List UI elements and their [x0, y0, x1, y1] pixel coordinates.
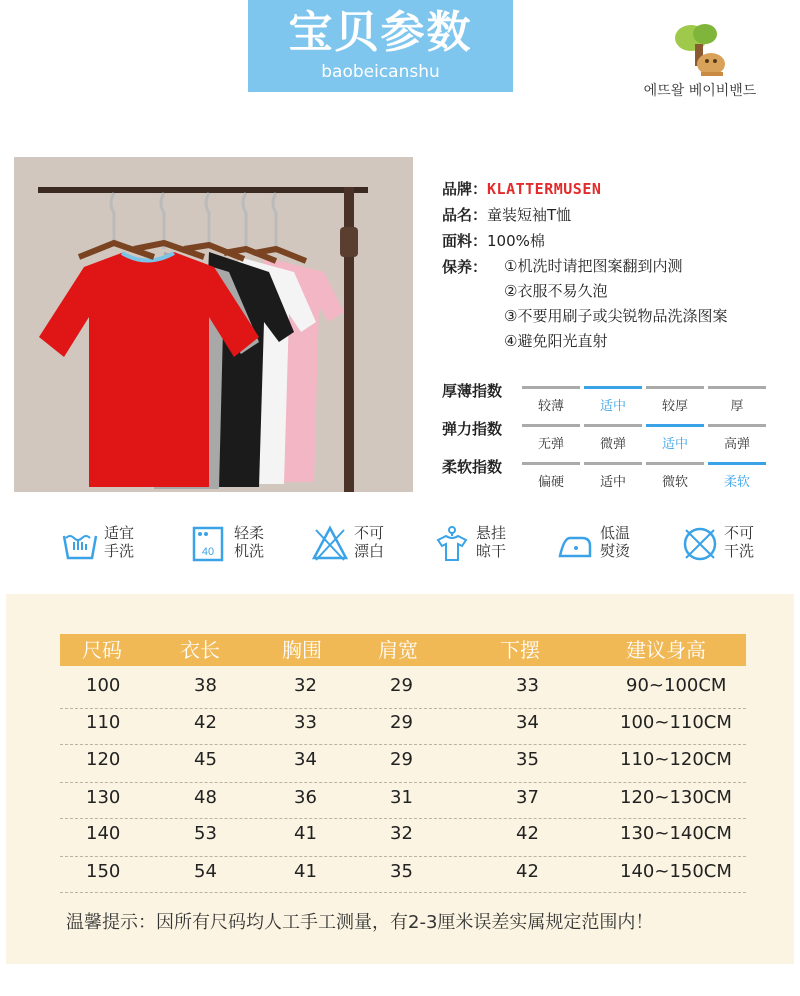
table-cell: 29	[390, 675, 413, 696]
elasticity-index-label: 弹力指数	[442, 420, 503, 438]
header-chest: 胸围	[282, 638, 322, 662]
index-option-label: 厚	[730, 399, 744, 414]
hang-dry-icon	[432, 524, 472, 564]
name-value: 童装短袖T恤	[487, 206, 572, 224]
table-cell: 33	[294, 712, 317, 733]
index-option	[646, 386, 704, 414]
table-row	[60, 710, 746, 740]
table-cell: 32	[390, 823, 413, 844]
row-divider	[60, 856, 746, 857]
table-cell: 42	[516, 861, 539, 882]
index-option-label: 较薄	[537, 399, 564, 414]
index-option-label: 微软	[661, 475, 688, 490]
name-label: 品名：	[442, 206, 488, 224]
row-divider	[60, 708, 746, 709]
index-option	[584, 462, 642, 490]
care-item: ②衣服不易久泡	[504, 282, 608, 300]
care-icon-text: 轻柔 机洗	[234, 524, 265, 560]
banner-title: 宝贝参数	[288, 7, 473, 58]
table-cell: 45	[194, 749, 217, 770]
row-divider	[60, 892, 746, 893]
brand-logo	[620, 20, 780, 102]
table-cell: 90~100CM	[626, 675, 727, 696]
care-icons-row	[60, 522, 780, 566]
index-option	[708, 424, 766, 452]
index-option-label: 适中	[599, 399, 626, 414]
index-option-active	[584, 386, 642, 414]
size-note: 温馨提示：因所有尺码均人工手工测量，有2-3厘米误差实属规定范围内！	[66, 912, 654, 933]
tree-logo-icon	[665, 20, 735, 78]
care-label: 保养：	[442, 258, 488, 276]
table-cell: 31	[390, 787, 413, 808]
brand-row	[442, 176, 792, 202]
wash-temperature: 40	[201, 546, 215, 558]
table-cell: 54	[194, 861, 217, 882]
machine-wash-icon	[190, 524, 230, 564]
table-cell: 140~150CM	[620, 861, 732, 882]
size-panel	[6, 594, 794, 964]
row-divider	[60, 818, 746, 819]
index-option	[522, 424, 580, 452]
header-shoulder: 肩宽	[378, 638, 418, 662]
index-option-label: 微弹	[599, 437, 626, 452]
table-cell: 32	[294, 675, 317, 696]
table-cell: 130~140CM	[620, 823, 732, 844]
softness-index	[442, 456, 772, 494]
table-cell: 29	[390, 712, 413, 733]
size-table-header	[60, 634, 746, 666]
fabric-row	[442, 228, 792, 254]
table-cell: 140	[86, 823, 121, 844]
table-cell: 34	[516, 712, 539, 733]
table-cell: 34	[294, 749, 317, 770]
hand-wash-icon	[60, 524, 100, 564]
no-dry-clean-icon	[680, 524, 720, 564]
table-cell: 120	[86, 749, 121, 770]
table-cell: 36	[294, 787, 317, 808]
fabric-value: 100%棉	[487, 232, 545, 250]
table-cell: 110	[86, 712, 121, 733]
table-cell: 35	[516, 749, 539, 770]
table-cell: 41	[294, 861, 317, 882]
index-option-label: 较厚	[661, 399, 688, 414]
header-size: 尺码	[82, 638, 122, 662]
no-bleach-icon	[310, 524, 350, 564]
index-option-label: 无弹	[537, 437, 564, 452]
row-divider	[60, 782, 746, 783]
header-hem: 下摆	[500, 638, 540, 662]
header-length: 衣长	[180, 638, 220, 662]
logo-text: 에뜨왈 베이비밴드	[643, 83, 757, 99]
brand-value: KLATTERMUSEN	[487, 180, 602, 198]
row-divider	[60, 744, 746, 745]
table-cell: 37	[516, 787, 539, 808]
index-option-label: 高弹	[723, 437, 750, 452]
table-cell: 150	[86, 861, 121, 882]
table-cell: 110~120CM	[620, 749, 732, 770]
index-option	[584, 424, 642, 452]
care-list	[504, 254, 792, 354]
product-attributes	[442, 176, 792, 354]
table-cell: 29	[390, 749, 413, 770]
brand-label: 品牌：	[442, 180, 488, 198]
table-row	[60, 673, 746, 703]
care-icon-text: 不可 漂白	[354, 524, 385, 560]
thickness-index-label: 厚薄指数	[442, 382, 503, 400]
table-row	[60, 785, 746, 815]
table-cell: 53	[194, 823, 217, 844]
low-iron-icon	[556, 524, 596, 564]
table-cell: 48	[194, 787, 217, 808]
care-item: ④避免阳光直射	[504, 332, 608, 350]
name-row	[442, 202, 792, 228]
care-icon-text: 悬挂 晾干	[476, 524, 507, 560]
index-option	[708, 386, 766, 414]
table-row	[60, 747, 746, 777]
thickness-index	[442, 380, 772, 418]
index-option-active	[646, 424, 704, 452]
index-option	[646, 462, 704, 490]
table-cell: 42	[194, 712, 217, 733]
softness-index-label: 柔软指数	[442, 458, 503, 476]
table-cell: 100	[86, 675, 121, 696]
header-height: 建议身高	[626, 638, 706, 662]
table-cell: 38	[194, 675, 217, 696]
index-option-label: 柔软	[723, 475, 750, 490]
product-photo	[14, 157, 413, 492]
index-option	[522, 462, 580, 490]
table-cell: 120~130CM	[620, 787, 732, 808]
care-item: ③不要用刷子或尖锐物品洗涤图案	[504, 307, 728, 325]
index-option-label: 适中	[599, 475, 626, 490]
care-icon-text: 不可 干洗	[724, 524, 755, 560]
fabric-label: 面料：	[442, 232, 488, 250]
elasticity-index	[442, 418, 772, 456]
care-item: ①机洗时请把图案翻到内测	[504, 257, 683, 275]
table-cell: 41	[294, 823, 317, 844]
table-cell: 33	[516, 675, 539, 696]
table-cell: 42	[516, 823, 539, 844]
index-option-label: 偏硬	[537, 475, 564, 490]
table-cell: 35	[390, 861, 413, 882]
table-cell: 100~110CM	[620, 712, 732, 733]
care-icon-text: 低温 熨烫	[600, 524, 631, 560]
table-cell: 130	[86, 787, 121, 808]
table-row	[60, 821, 746, 851]
index-option-label: 适中	[661, 437, 688, 452]
table-row	[60, 859, 746, 889]
title-banner	[248, 0, 513, 92]
index-option-active	[708, 462, 766, 490]
care-icon-text: 适宜 手洗	[104, 524, 135, 560]
index-option	[522, 386, 580, 414]
banner-subtitle: baobeicanshu	[321, 62, 440, 82]
